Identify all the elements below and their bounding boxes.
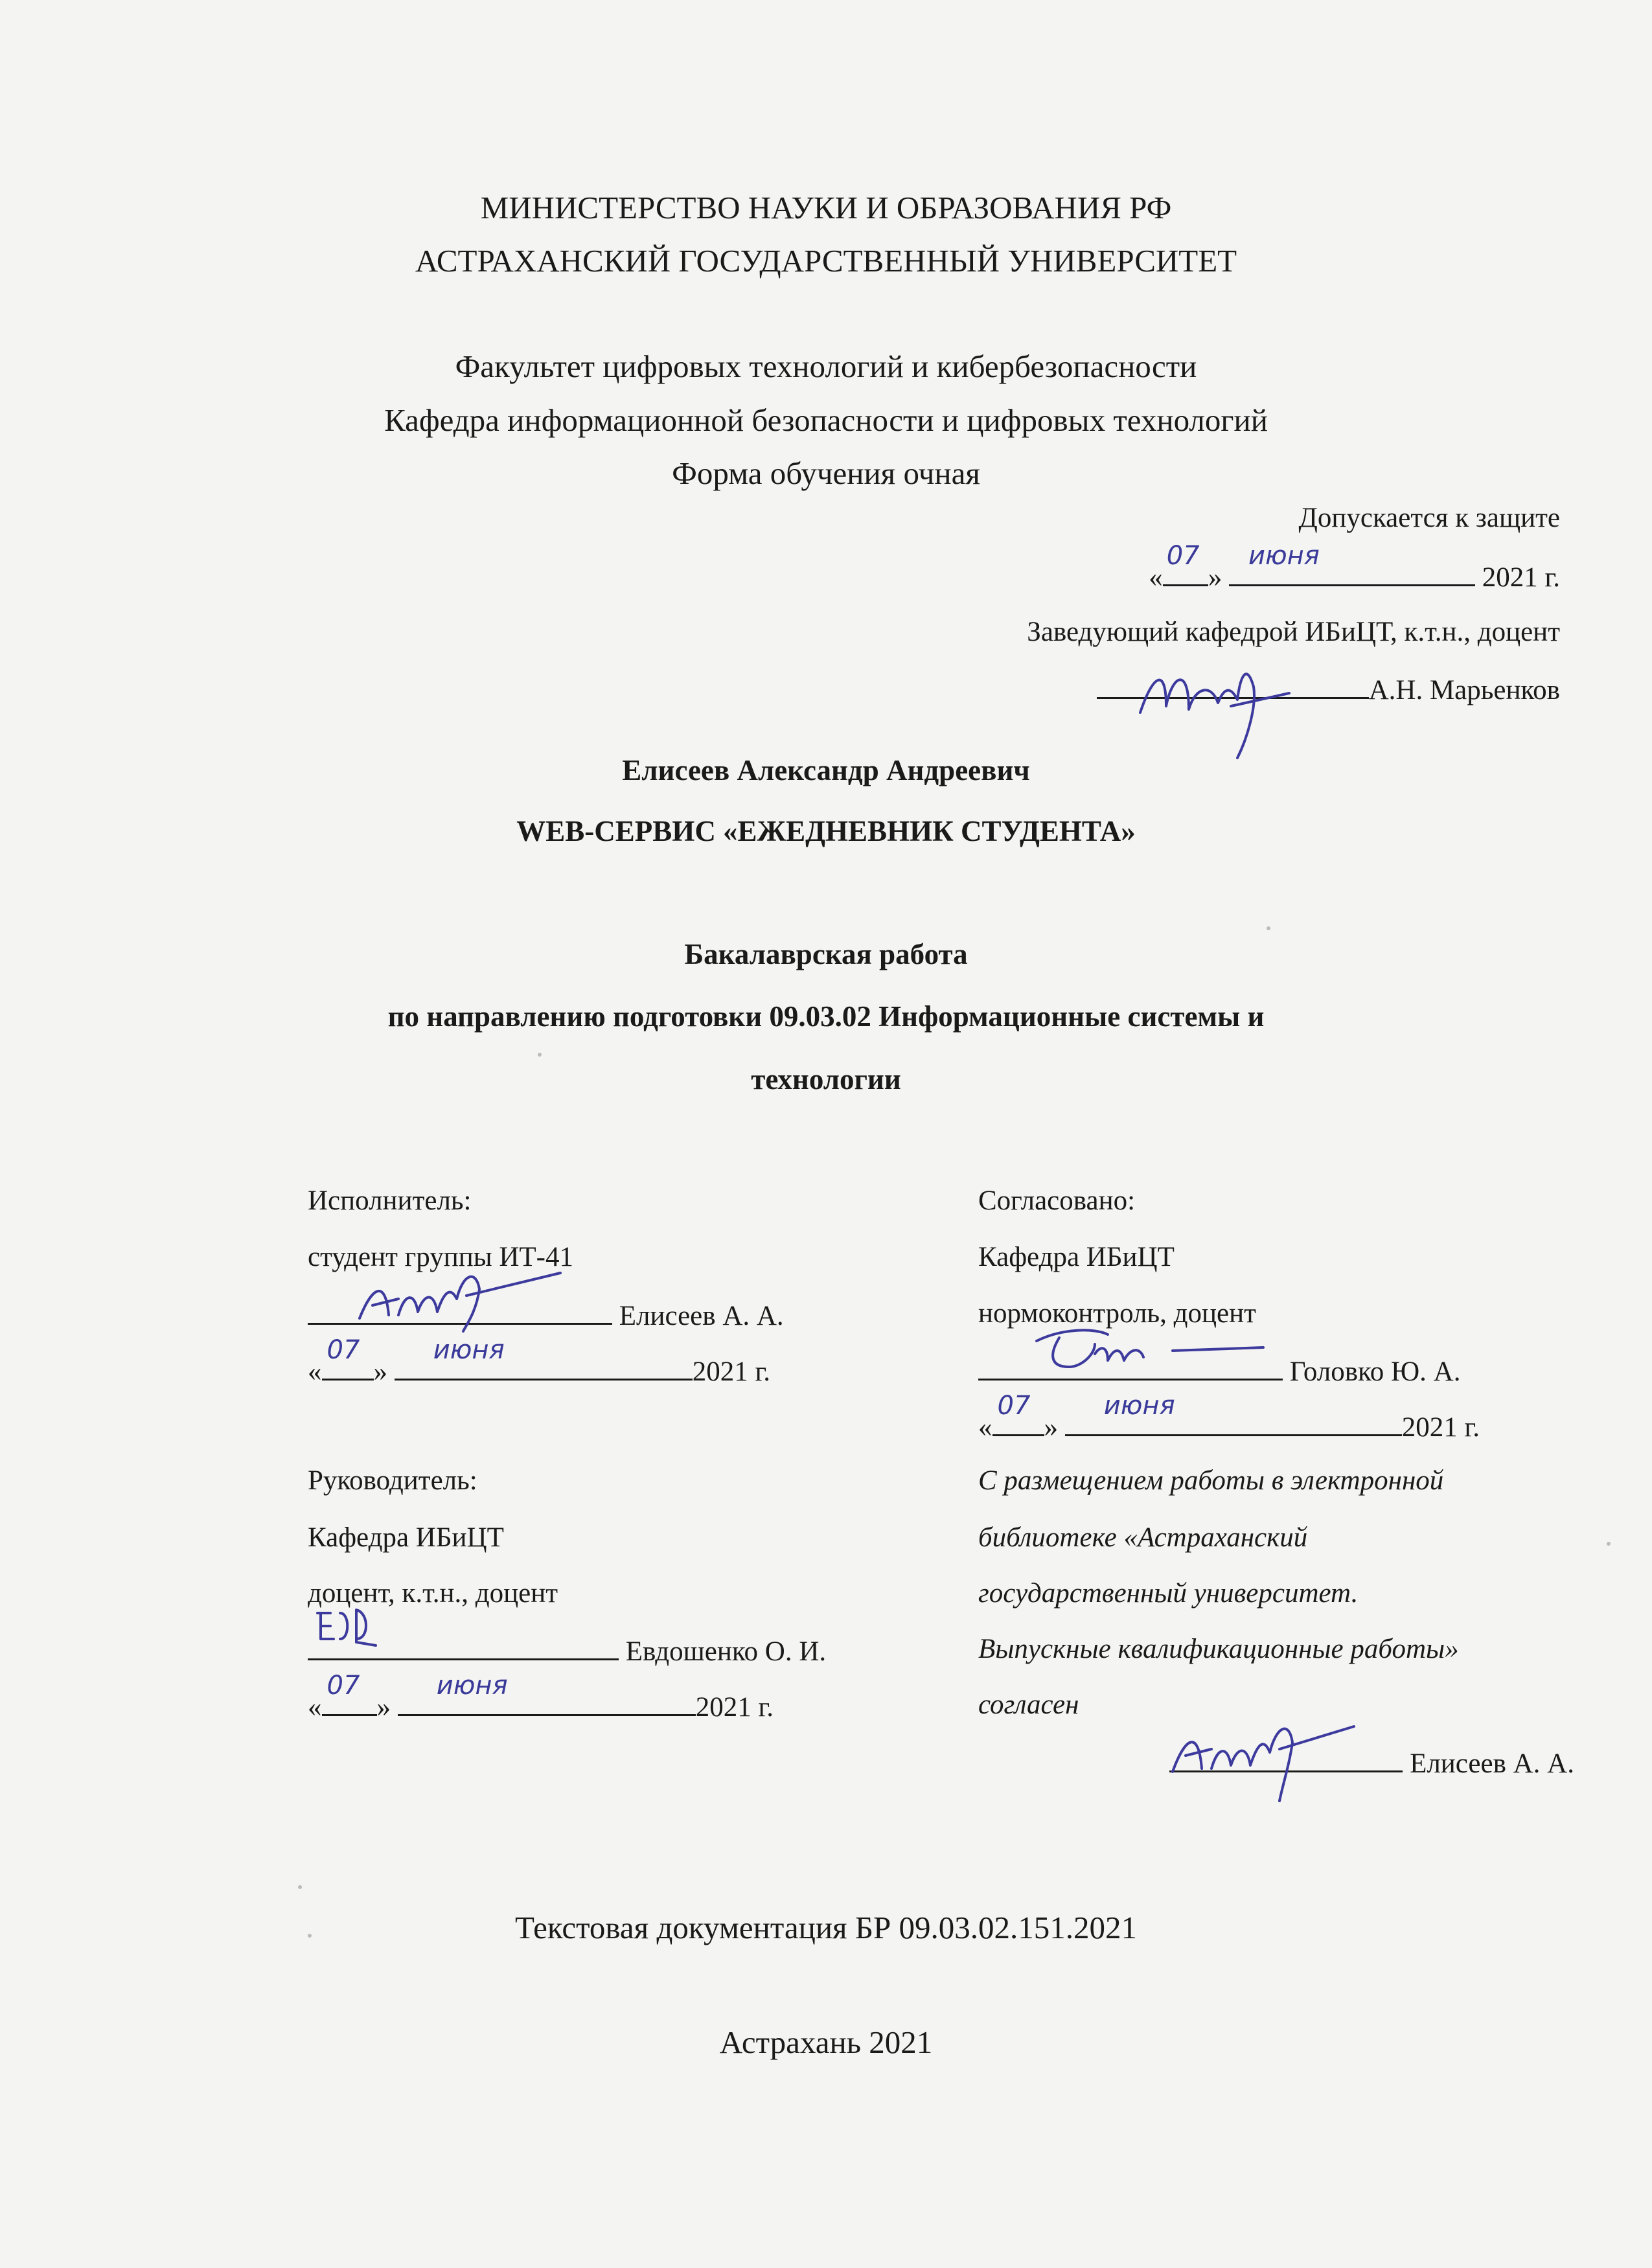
executor-signature xyxy=(353,1260,567,1338)
approval-position: Заведующий кафедрой ИБиЦТ, к.т.н., доцент xyxy=(1027,617,1560,647)
scan-speck xyxy=(298,1885,302,1889)
executor-group: студент группы ИТ-41 xyxy=(308,1242,573,1272)
document-code: Текстовая документация БР 09.03.02.151.2021 xyxy=(515,1910,1137,1945)
direction-line-2: технологии xyxy=(751,1063,901,1095)
consent-line-3: государственный университет. xyxy=(978,1578,1359,1609)
supervisor-label: Руководитель: xyxy=(308,1465,477,1496)
city-year: Астрахань 2021 xyxy=(719,2024,933,2060)
supervisor-signature xyxy=(311,1600,389,1652)
scan-speck xyxy=(1267,926,1270,930)
work-title: WEB-СЕРВИС «ЕЖЕДНЕВНИК СТУДЕНТА» xyxy=(516,815,1136,847)
approval-date-day: 07 xyxy=(1163,558,1208,586)
approval-date-month: июня xyxy=(1229,558,1475,586)
work-type: Бакалаврская работа xyxy=(684,938,968,970)
consent-line-5: согласен xyxy=(978,1690,1079,1720)
agreed-date: « 07 » июня 2021 г. xyxy=(978,1391,1480,1443)
supervisor-position: доцент, к.т.н., доцент xyxy=(308,1578,558,1609)
consent-line-4: Выпускные квалификационные работы» xyxy=(978,1634,1459,1664)
agreed-signature xyxy=(1024,1322,1270,1380)
agreed-role: нормоконтроль, доцент xyxy=(978,1298,1256,1329)
department-line: Кафедра информационной безопасности и цифровых технологий xyxy=(384,402,1268,438)
approval-signature-line: А.Н. Марьенков xyxy=(1097,671,1560,707)
consent-signature xyxy=(1166,1710,1360,1807)
supervisor-date-day: 07 xyxy=(322,1688,377,1716)
supervisor-department: Кафедра ИБиЦТ xyxy=(308,1522,504,1553)
consent-signature-line: Елисеев А. А. xyxy=(1169,1745,1574,1781)
executor-signature-line: Елисеев А. А. xyxy=(308,1297,784,1333)
agreed-date-month: июня xyxy=(1065,1408,1402,1436)
supervisor-signature-line: Евдошенко О. И. xyxy=(308,1632,826,1669)
study-form-line: Форма обучения очная xyxy=(672,455,980,491)
agreed-department: Кафедра ИБиЦТ xyxy=(978,1242,1175,1272)
consent-line-2: библиотеке «Астраханский xyxy=(978,1522,1308,1553)
agreed-date-day: 07 xyxy=(992,1408,1044,1436)
consent-line-1: С размещением работы в электронной xyxy=(978,1465,1444,1496)
approval-signature xyxy=(1127,648,1296,771)
executor-date-day: 07 xyxy=(322,1353,374,1380)
faculty-line: Факультет цифровых технологий и кибербезопасности xyxy=(455,349,1197,384)
scan-speck xyxy=(308,1934,312,1938)
approval-date: « 07 » июня 2021 г. xyxy=(1149,541,1560,593)
executor-label: Исполнитель: xyxy=(308,1186,472,1216)
approval-title: Допускается к защите xyxy=(1298,503,1560,533)
scan-speck xyxy=(538,1053,542,1057)
university-line: АСТРАХАНСКИЙ ГОСУДАРСТВЕННЫЙ УНИВЕРСИТЕТ xyxy=(415,243,1237,279)
agreed-label: Согласовано: xyxy=(978,1186,1136,1216)
author-name: Елисеев Александр Андреевич xyxy=(622,754,1030,786)
agreed-signature-line: Головко Ю. А. xyxy=(978,1353,1460,1389)
direction-line-1: по направлению подготовки 09.03.02 Информационные системы и xyxy=(387,1000,1265,1033)
ministry-line: МИНИСТЕРСТВО НАУКИ И ОБРАЗОВАНИЯ РФ xyxy=(480,190,1172,225)
executor-date: « 07 » июня 2021 г. xyxy=(308,1335,771,1387)
supervisor-date: « 07 » июня 2021 г. xyxy=(308,1671,774,1723)
supervisor-date-month: июня xyxy=(398,1688,696,1716)
executor-date-month: июня xyxy=(395,1353,693,1380)
scan-speck xyxy=(1607,1542,1611,1546)
